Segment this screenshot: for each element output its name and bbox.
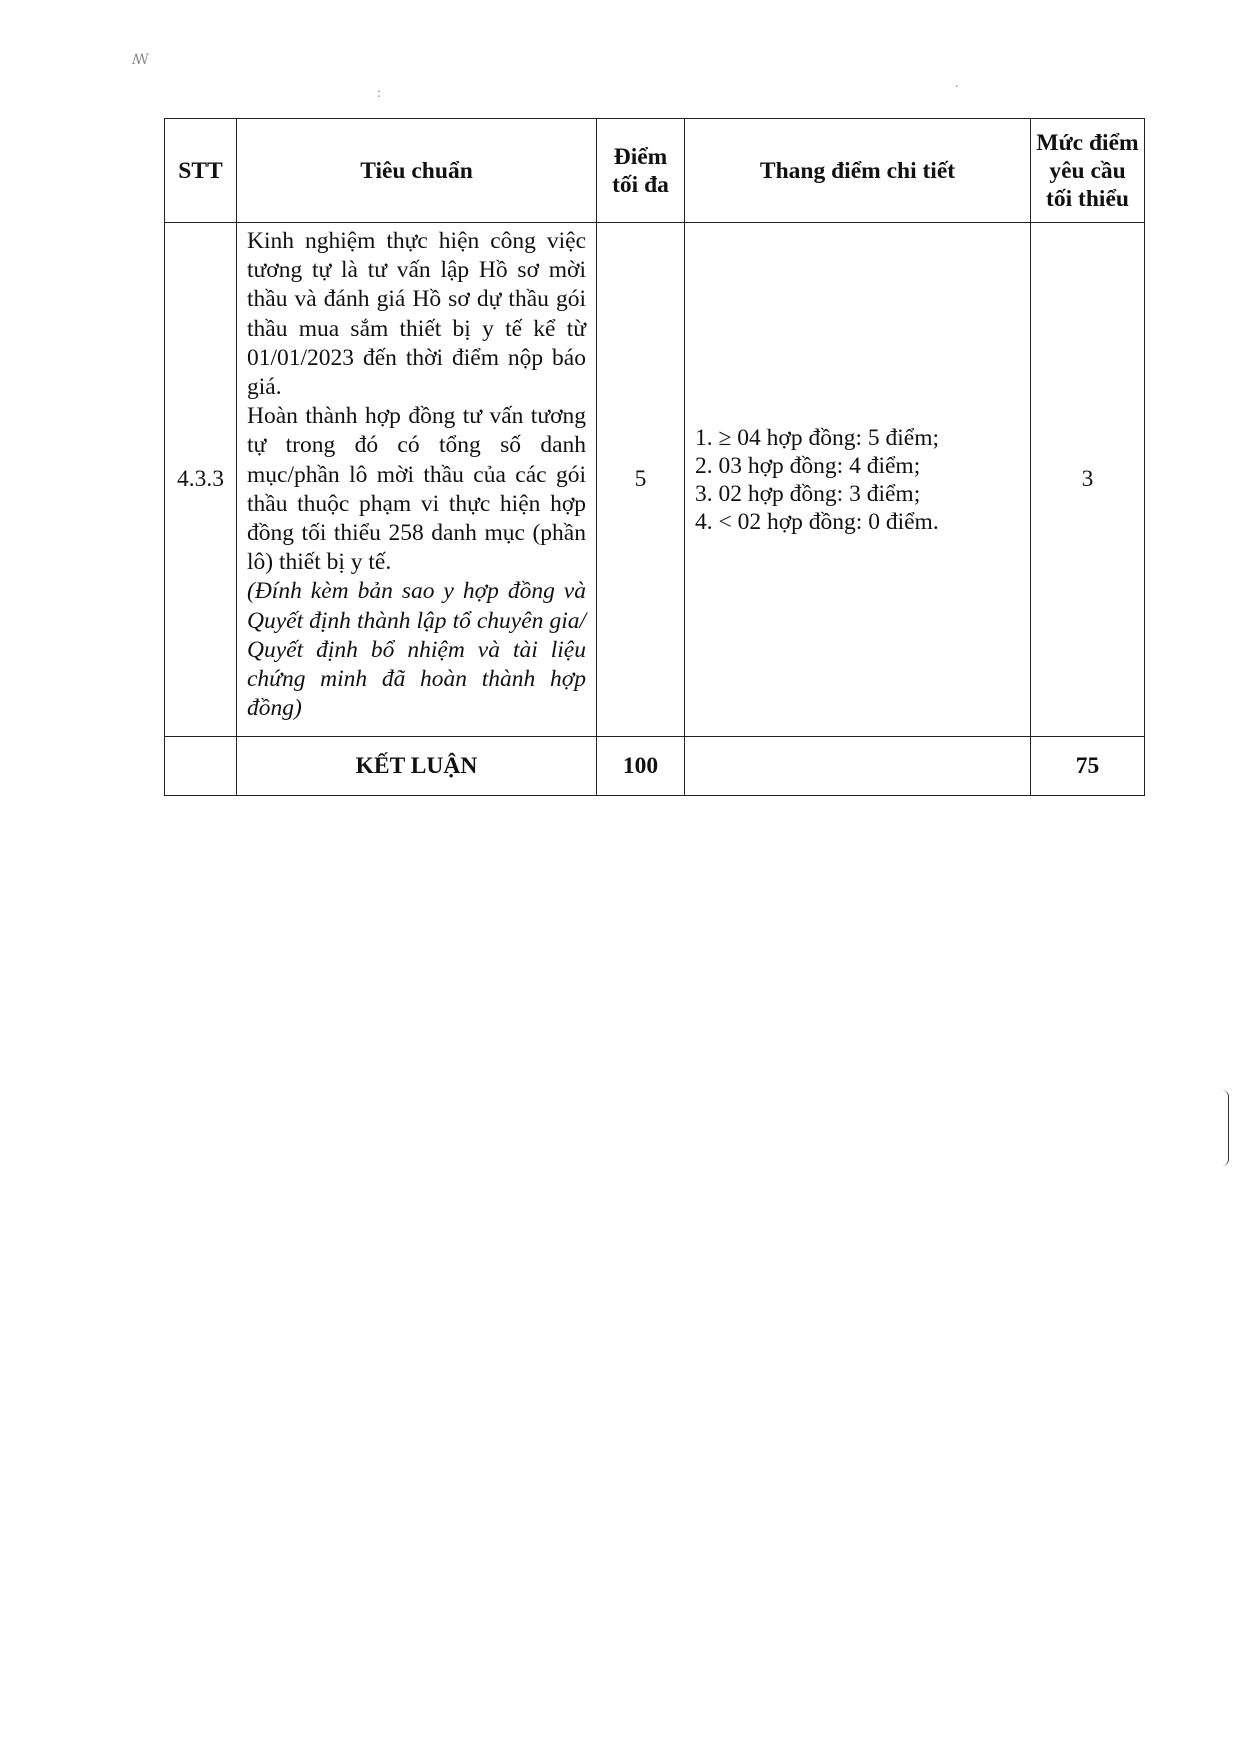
- conclusion-max-score: 100: [597, 737, 685, 796]
- conclusion-label: KẾT LUẬN: [237, 737, 597, 796]
- scale-item: 4. < 02 hợp đồng: 0 điểm.: [695, 508, 939, 535]
- row-max-score: 5: [597, 223, 685, 737]
- table-row: [165, 223, 1145, 737]
- scale-list: [695, 424, 1020, 536]
- header-stt: STT: [165, 119, 237, 223]
- header-criteria: Tiêu chuẩn: [237, 119, 597, 223]
- row-scale: [685, 223, 1031, 737]
- row-criteria: [237, 223, 597, 737]
- table-header-row: [165, 119, 1145, 223]
- criteria-paragraph-2: Hoàn thành hợp đồng tư vấn tương tự trong đó có tổng số danh mục/phần lô mời thầu của các gói thầu thuộc phạm vi thực hiện hợp đồng tối thiểu 258 danh mục (phần lô) thiết bị y tế.: [247, 403, 586, 576]
- scale-item: 1. ≥ 04 hợp đồng: 5 điểm;: [695, 424, 939, 451]
- scale-item: 3. 02 hợp đồng: 3 điểm;: [695, 480, 921, 507]
- header-min-score: Mức điểm yêu cầu tối thiểu: [1031, 119, 1145, 223]
- header-max-score: Điểm tối đa: [597, 119, 685, 223]
- criteria-paragraph-1: Kinh nghiệm thực hiện công việc tương tự là tư vấn lập Hồ sơ mời thầu và đánh giá Hồ sơ dự thầu gói thầu mua sắm thiết bị y tế kể từ 01/01/2023 đến thời điểm nộp báo giá.: [247, 228, 586, 401]
- scan-bracket-mark: [1222, 1090, 1229, 1166]
- evaluation-criteria-table: [164, 118, 1145, 796]
- header-scale: Thang điểm chi tiết: [685, 119, 1031, 223]
- row-min-score: 3: [1031, 223, 1145, 737]
- conclusion-scale-empty: [685, 737, 1031, 796]
- conclusion-row: [165, 737, 1145, 796]
- criteria-attachment-note: (Đính kèm bản sao y hợp đồng và Quyết định thành lập tổ chuyên gia/ Quyết định bổ nhiệm và tài liệu chứng minh đã hoàn thành hợp đồng): [247, 578, 586, 722]
- row-stt: 4.3.3: [165, 223, 237, 737]
- scan-mark: ꟿ: [132, 53, 149, 68]
- scale-item: 2. 03 hợp đồng: 4 điểm;: [695, 452, 921, 479]
- scan-mark: .: [955, 76, 959, 91]
- scan-mark: :: [377, 86, 381, 101]
- conclusion-min-score: 75: [1031, 737, 1145, 796]
- conclusion-stt-empty: [165, 737, 237, 796]
